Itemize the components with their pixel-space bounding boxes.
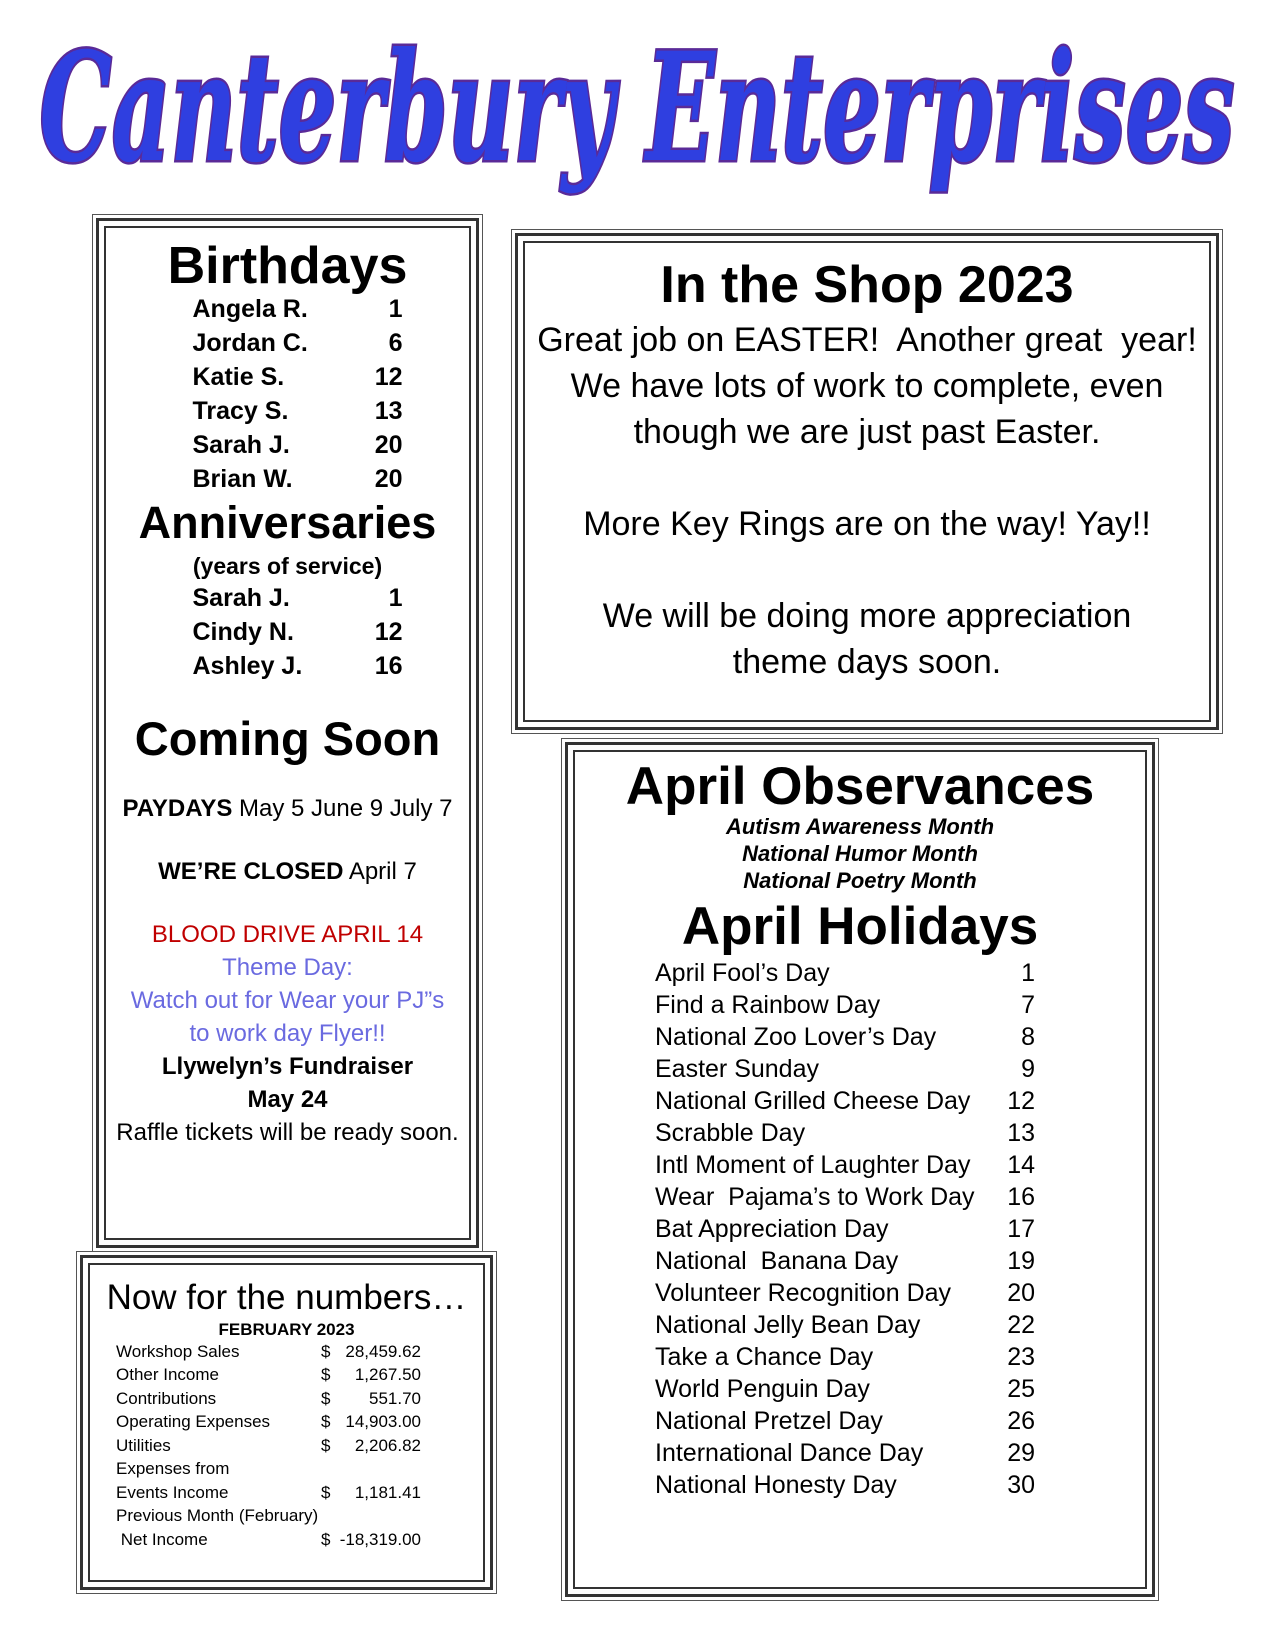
birthdays-list — [104, 292, 471, 496]
observance-item: National Poetry Month — [743, 868, 977, 893]
anniversaries-title: Anniversaries — [138, 497, 437, 548]
observances-title: April Observances — [625, 757, 1095, 816]
shop-panel — [515, 233, 1219, 730]
list-item: Cindy N. 12 — [192, 618, 403, 646]
masthead — [30, 10, 1245, 215]
numbers-table — [88, 1340, 485, 1552]
paydays-line: PAYDAYS May 5 June 9 July 7 — [122, 795, 453, 822]
anniversaries-subtitle: (years of service) — [192, 553, 383, 579]
observance-item: Autism Awareness Month — [725, 814, 995, 839]
list-item: Sarah J. 20 — [192, 431, 403, 459]
shop-line: We will be doing more appreciation — [602, 597, 1132, 635]
coming-soon-title: Coming Soon — [134, 712, 441, 765]
list-item: National Zoo Lover’s Day 8 — [655, 1023, 1035, 1051]
list-item: National Jelly Bean Day 22 — [655, 1311, 1035, 1339]
table-row: Contributions $ 551.70 — [116, 1388, 421, 1408]
table-row: Expenses from — [116, 1459, 230, 1478]
list-item: Volunteer Recognition Day 20 — [655, 1279, 1035, 1307]
numbers-panel — [80, 1255, 493, 1590]
list-item: Bat Appreciation Day 17 — [655, 1215, 1035, 1243]
fundraiser-date: May 24 — [247, 1086, 328, 1113]
list-item: Katie S. 12 — [192, 363, 403, 391]
list-item: Jordan C. 6 — [192, 329, 403, 357]
shop-title: In the Shop 2023 — [660, 256, 1074, 314]
list-item: National Pretzel Day 26 — [655, 1407, 1035, 1435]
fundraiser-line: Llywelyn’s Fundraiser — [161, 1053, 414, 1080]
table-row: Net Income $ -18,319.00 — [116, 1529, 421, 1549]
birthdays-title: Birthdays — [167, 237, 408, 295]
table-row: Workshop Sales $ 28,459.62 — [116, 1341, 421, 1361]
masthead-title: Canterbury Enterprises — [39, 20, 1235, 196]
numbers-period: FEBRUARY 2023 — [218, 1319, 355, 1339]
list-item: Take a Chance Day 23 — [655, 1343, 1035, 1371]
table-row: Operating Expenses $ 14,903.00 — [116, 1412, 421, 1431]
table-row: Utilities $ 2,206.82 — [116, 1435, 421, 1455]
observance-item: National Humor Month — [742, 841, 978, 866]
list-item: Tracy S. 13 — [192, 397, 403, 425]
shop-line: Great job on EASTER! Another great year! — [537, 321, 1197, 359]
coming-soon-body — [104, 762, 471, 1149]
shop-line: though we are just past Easter. — [633, 413, 1101, 451]
shop-body — [523, 317, 1211, 685]
theme-day-line: Watch out for Wear your PJ”s — [130, 987, 445, 1014]
numbers-title: Now for the numbers… — [106, 1278, 467, 1317]
raffle-line: Raffle tickets will be ready soon. — [116, 1119, 459, 1146]
closed-line: WE’RE CLOSED April 7 — [158, 858, 417, 885]
list-item: National Banana Day 19 — [655, 1247, 1035, 1275]
shop-line: theme days soon. — [732, 643, 1002, 681]
list-item: National Honesty Day 30 — [655, 1471, 1035, 1499]
list-item: Sarah J. 1 — [192, 584, 403, 612]
list-item: Ashley J. 16 — [192, 652, 403, 680]
list-item: Scrabble Day 13 — [655, 1119, 1035, 1147]
table-row: Other Income $ 1,267.50 — [116, 1365, 421, 1384]
list-item: Wear Pajama’s to Work Day 16 — [655, 1183, 1035, 1211]
theme-day-line: to work day Flyer!! — [189, 1020, 386, 1047]
theme-day-line: Theme Day: — [222, 954, 353, 981]
list-item: Intl Moment of Laughter Day 14 — [655, 1151, 1035, 1179]
shop-line: More Key Rings are on the way! Yay!! — [583, 505, 1151, 543]
list-item: World Penguin Day 25 — [655, 1375, 1035, 1403]
list-item: Find a Rainbow Day 7 — [655, 991, 1035, 1019]
anniversaries-list — [104, 581, 471, 683]
list-item: April Fool’s Day 1 — [655, 959, 1035, 987]
events-panel — [96, 218, 479, 1248]
holidays-list — [573, 957, 1147, 1501]
list-item: Brian W. 20 — [192, 465, 403, 493]
shop-line: We have lots of work to complete, even — [570, 367, 1164, 405]
blood-drive-line: BLOOD DRIVE APRIL 14 — [151, 921, 424, 948]
table-row: Events Income $ 1,181.41 — [116, 1482, 421, 1502]
list-item: National Grilled Cheese Day 12 — [655, 1087, 1035, 1115]
masthead-logo — [30, 10, 1245, 215]
list-item: International Dance Day 29 — [655, 1439, 1035, 1467]
list-item: Angela R. 1 — [192, 295, 403, 323]
list-item: Easter Sunday 9 — [655, 1055, 1035, 1083]
april-panel — [565, 742, 1155, 1597]
table-row: Previous Month (February) — [116, 1506, 319, 1525]
holidays-title: April Holidays — [681, 897, 1039, 956]
